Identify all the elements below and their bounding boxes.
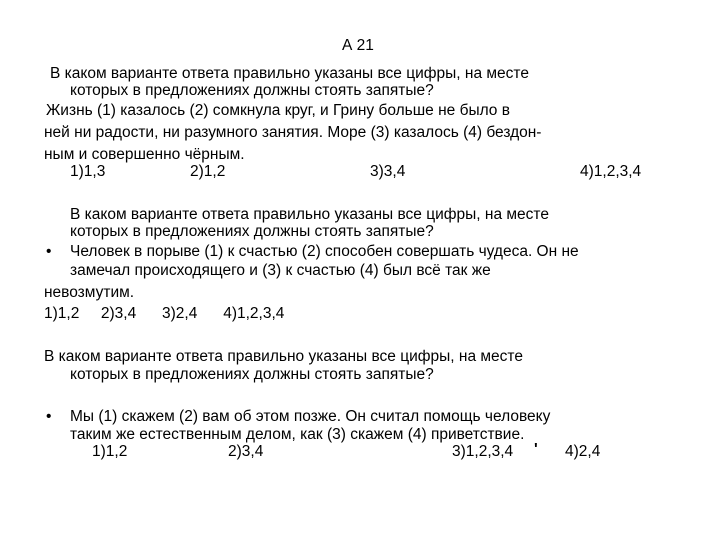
q3-text-line1: Мы (1) скажем (2) вам об этом позже. Он считал помощь человеку [70,408,551,425]
q2-question-line2: которых в предложениях должны стоять запятые? [70,223,434,240]
page-title: А 21 [342,37,374,54]
q3-question-line2: которых в предложениях должны стоять запятые? [70,366,434,383]
q3-stray-mark: ' [534,441,538,458]
q1-question-line2: которых в предложениях должны стоять запятые? [70,82,434,99]
q1-text-line2: ней ни радости, ни разумного занятия. Море (3) казалось (4) бездон- [44,124,542,141]
q2-bullet: • [46,243,52,260]
q3-option-1: 1)1,2 [92,443,128,460]
q1-text-line1: Жизнь (1) казалось (2) сомкнула круг, и Грину больше не было в [46,102,510,119]
q1-question-line1: В каком варианте ответа правильно указаны все цифры, на месте [50,65,529,82]
q1-option-2: 2)1,2 [190,163,226,180]
q1-option-1: 1)1,3 [70,163,106,180]
q1-option-3: 3)3,4 [370,163,406,180]
q2-question-line1: В каком варианте ответа правильно указаны все цифры, на месте [70,206,549,223]
q3-bullet: • [46,408,52,425]
q3-option-2: 2)3,4 [228,443,264,460]
q3-question-line1: В каком варианте ответа правильно указаны все цифры, на месте [44,348,523,365]
q2-text-line3: невозмутим. [44,284,135,301]
q1-text-line3: ным и совершенно чёрным. [44,146,245,163]
q3-option-3: 3)1,2,3,4 [452,443,514,460]
q1-option-4: 4)1,2,3,4 [580,163,642,180]
q2-options: 1)1,2 2)3,4 3)2,4 4)1,2,3,4 [44,305,285,322]
q3-option-4: 4)2,4 [565,443,601,460]
q3-text-line2: таким же естественным делом, как (3) скажем (4) приветствие. [70,426,525,443]
q2-text-line1: Человек в порыве (1) к счастью (2) способен совершать чудеса. Он не [70,243,579,260]
q2-text-line2: замечал происходящего и (3) к счастью (4) был всё так же [70,262,491,279]
